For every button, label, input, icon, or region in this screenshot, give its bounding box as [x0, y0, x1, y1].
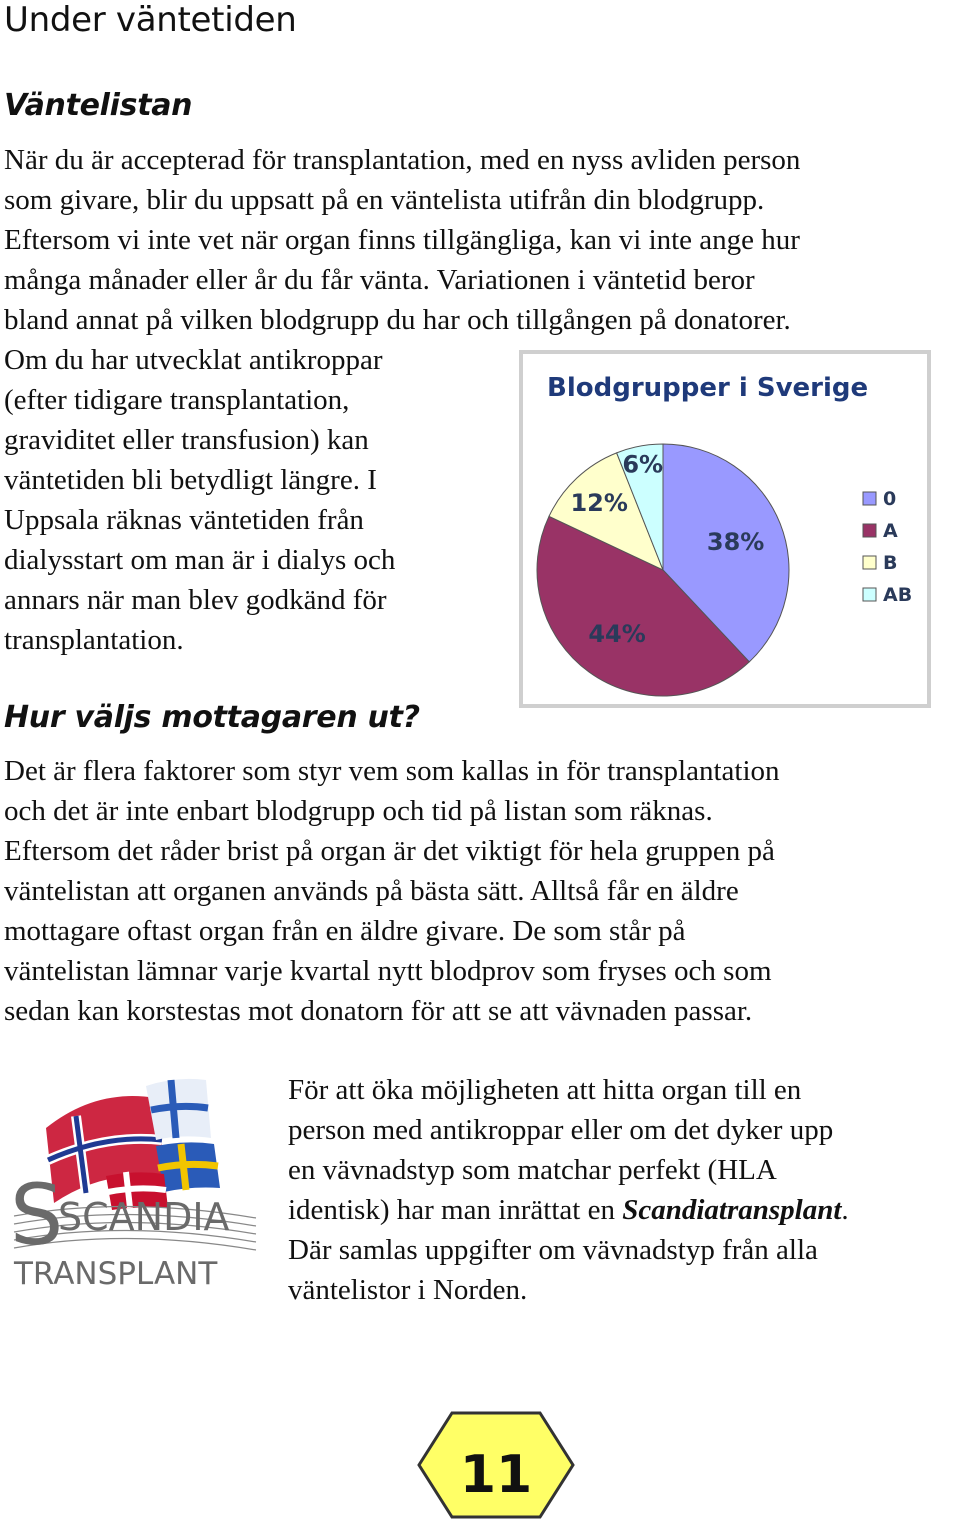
pie-chart-svg — [523, 354, 927, 704]
nordic-flags-icon — [46, 1079, 220, 1210]
text-line: Eftersom det råder brist på organ är det viktigt för hela gruppen på — [4, 835, 775, 867]
text-line: som givare, blir du uppsatt på en väntelista utifrån din blodgrupp. — [4, 184, 765, 216]
legend-label-a: A — [883, 520, 898, 542]
paragraph-mottagaren — [4, 751, 780, 1031]
text-line: väntelistan lämnar varje kvartal nytt blodprov som fryses och som — [4, 955, 772, 987]
text-line: väntelistor i Norden. — [288, 1274, 528, 1306]
text-line: Om du har utvecklat antikroppar — [4, 344, 383, 376]
text-line: graviditet eller transfusion) kan — [4, 424, 369, 456]
text-line: väntetiden bli betydligt längre. I — [4, 464, 377, 496]
legend-label-0: 0 — [883, 488, 897, 510]
pie-label-0: 38% — [706, 528, 765, 557]
text-line: mottagare oftast organ från en äldre givare. De som står på — [4, 915, 686, 947]
text-line: Eftersom vi inte vet när organ finns tillgängliga, kan vi inte ange hur — [4, 224, 800, 256]
text-line — [288, 1190, 849, 1230]
text-line: många månader eller år du får vänta. Variationen i väntetid beror — [4, 264, 755, 296]
legend-swatch-0 — [863, 492, 876, 505]
text-line: bland annat på vilken blodgrupp du har och tillgången på donatorer. — [4, 304, 791, 336]
logo-s-letter: S — [10, 1166, 64, 1264]
text-line: För att öka möjligheten att hitta organ till en — [288, 1074, 802, 1106]
paragraph-scandiatransplant — [288, 1070, 849, 1310]
legend-label-b: B — [883, 552, 898, 574]
scandiatransplant-emphasis: Scandiatransplant — [622, 1194, 842, 1226]
page-heading: Under väntetiden — [4, 0, 297, 40]
text-line: transplantation. — [4, 624, 184, 656]
page-number-badge — [416, 1410, 576, 1520]
text-line: När du är accepterad för transplantation, med en nyss avliden person — [4, 144, 801, 176]
text-line: person med antikroppar eller om det dyker upp — [288, 1114, 834, 1146]
chart-title: Blodgrupper i Sverige — [547, 373, 869, 403]
logo-graphic — [6, 1068, 262, 1288]
legend-label-ab: AB — [883, 584, 913, 606]
legend-swatch-ab — [863, 588, 876, 601]
hexagon-icon — [416, 1410, 576, 1520]
text-line: Uppsala räknas väntetiden från — [4, 504, 364, 536]
text-line: Det är flera faktorer som styr vem som kallas in för transplantation — [4, 755, 780, 787]
text-line: annars när man blev godkänd för — [4, 584, 387, 616]
logo-main-text: SCANDIA — [58, 1195, 230, 1239]
text-line: väntelistan att organen används på bästa sätt. Alltså får en äldre — [4, 875, 739, 907]
scandiatransplant-logo — [6, 1068, 262, 1288]
text-segment: . — [841, 1194, 849, 1226]
pie-label-ab: 6% — [622, 450, 664, 479]
text-line: Där samlas uppgifter om vävnadstyp från alla — [288, 1234, 818, 1266]
text-line: (efter tidigare transplantation, — [4, 384, 350, 416]
legend-swatch-a — [863, 524, 876, 537]
text-segment: identisk) har man inrättat en — [288, 1194, 623, 1226]
legend-swatch-b — [863, 556, 876, 569]
text-line: sedan kan korstestas mot donatorn för att se att vävnaden passar. — [4, 995, 753, 1027]
pie-label-a: 44% — [588, 620, 646, 649]
logo-sub-text: TRANSPLANT — [14, 1256, 218, 1288]
section-title-vantelistan: Väntelistan — [4, 88, 193, 123]
section-title-mottagaren: Hur väljs mottagaren ut? — [4, 700, 420, 735]
page-number: 11 — [459, 1445, 533, 1505]
text-line: en vävnadstyp som matchar perfekt (HLA — [288, 1154, 777, 1186]
text-line: och det är inte enbart blodgrupp och tid på listan som räknas. — [4, 795, 713, 827]
blood-group-chart — [519, 350, 931, 708]
text-line: dialysstart om man är i dialys och — [4, 544, 396, 576]
pie-label-b: 12% — [570, 489, 628, 518]
